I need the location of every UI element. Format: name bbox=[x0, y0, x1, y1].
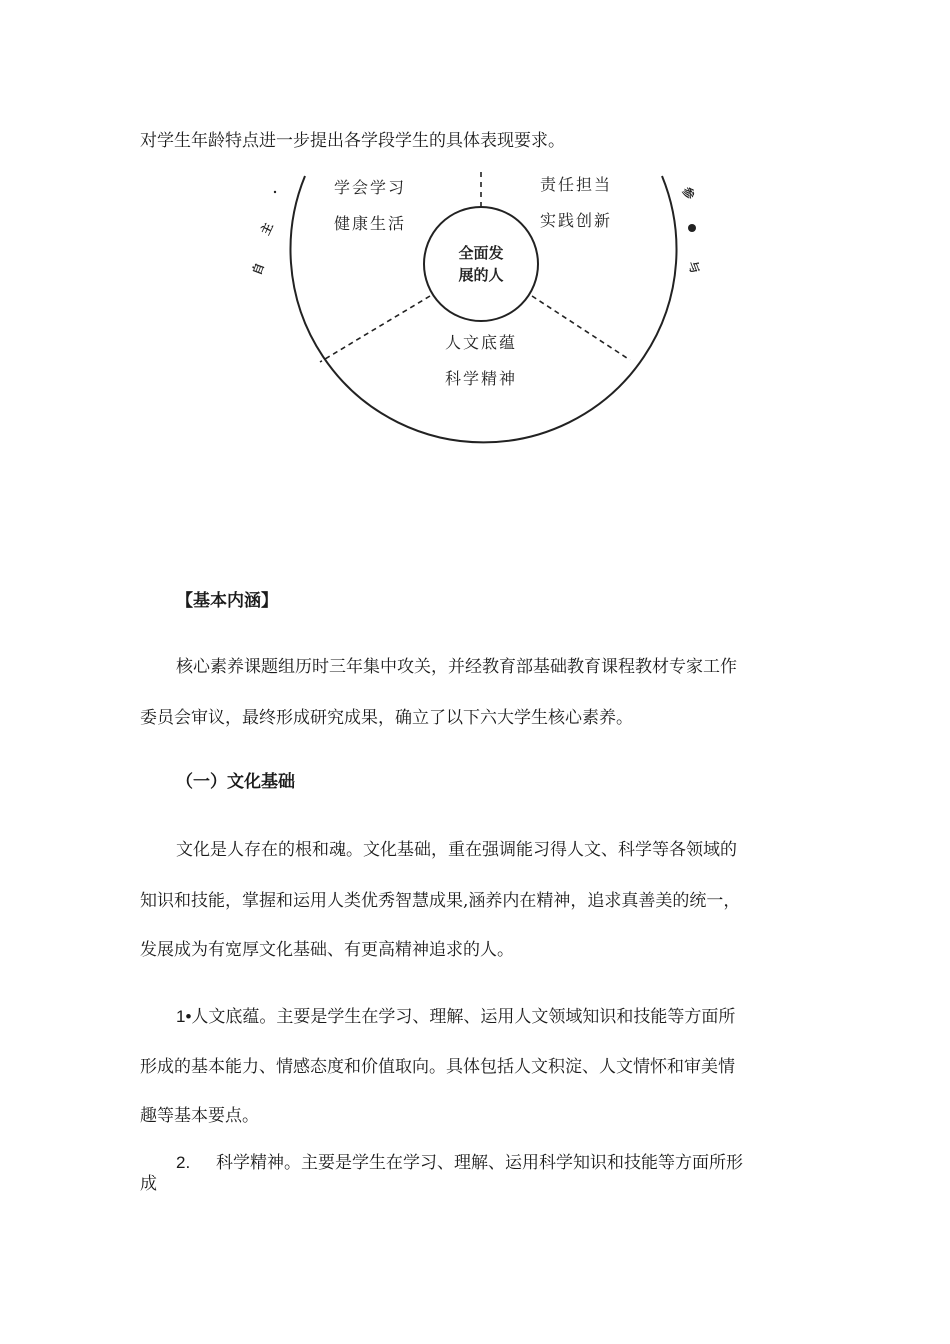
item1-line2: 形成的基本能力、情感态度和价值取向。具体包括人文积淀、人文情怀和审美情 bbox=[140, 1057, 735, 1077]
divider-left bbox=[320, 296, 430, 362]
item1-number: 1• bbox=[176, 1007, 192, 1026]
para2-line2: 知识和技能，掌握和运用人类优秀智慧成果,涵养内在精神，追求真善美的统一， bbox=[140, 891, 741, 911]
para2-line3: 发展成为有宽厚文化基础、有更高精神追求的人。 bbox=[140, 940, 514, 960]
center-circle bbox=[424, 207, 538, 321]
outer-right-dot bbox=[688, 224, 696, 232]
outer-right-char2: 与 bbox=[685, 259, 703, 276]
para1-line2: 委员会审议，最终形成研究成果，确立了以下六大学生核心素养。 bbox=[140, 708, 633, 728]
top-left-label-line1: 学会学习 bbox=[333, 178, 407, 197]
outer-left-char2: 主 bbox=[258, 220, 276, 238]
item2-number: 2. bbox=[176, 1153, 191, 1172]
top-left-label-line2: 健康生活 bbox=[333, 214, 407, 233]
item1-line1 bbox=[176, 1006, 848, 1028]
core-literacy-diagram bbox=[230, 168, 703, 438]
para2-line1: 文化是人存在的根和魂。文化基础，重在强调能习得人文、科学等各领域的 bbox=[176, 840, 737, 860]
divider-right bbox=[532, 296, 630, 360]
outer-left-dot bbox=[274, 191, 276, 193]
intro-line: 对学生年龄特点进一步提出各学段学生的具体表现要求。 bbox=[140, 131, 565, 151]
center-label-line2: 展的人 bbox=[458, 266, 504, 284]
item2-line1 bbox=[176, 1152, 848, 1174]
para1-line1: 核心素养课题组历时三年集中攻关，并经教育部基础教育课程教材专家工作 bbox=[176, 657, 737, 677]
bottom-label-line2: 科学精神 bbox=[444, 369, 518, 388]
center-label-line1: 全面发 bbox=[458, 244, 504, 262]
section-heading: 【基本内涵】 bbox=[176, 591, 278, 611]
item1-text: 人文底蕴。主要是学生在学习、理解、运用人文领域知识和技能等方面所 bbox=[191, 1007, 736, 1027]
item2-line2: 成 bbox=[140, 1174, 157, 1194]
bottom-label-line1: 人文底蕴 bbox=[444, 333, 518, 352]
outer-left-char1: 自 bbox=[249, 260, 267, 278]
subheading-culture-foundation: （一）文化基础 bbox=[176, 772, 295, 792]
outer-right-char1: 参 bbox=[679, 184, 698, 202]
top-right-label-line2: 实践创新 bbox=[539, 211, 613, 230]
item1-line3: 趣等基本要点。 bbox=[140, 1106, 259, 1126]
top-right-label-line1: 责任担当 bbox=[539, 175, 613, 194]
item2-text: 科学精神。主要是学生在学习、理解、运用科学知识和技能等方面所形 bbox=[216, 1153, 743, 1173]
